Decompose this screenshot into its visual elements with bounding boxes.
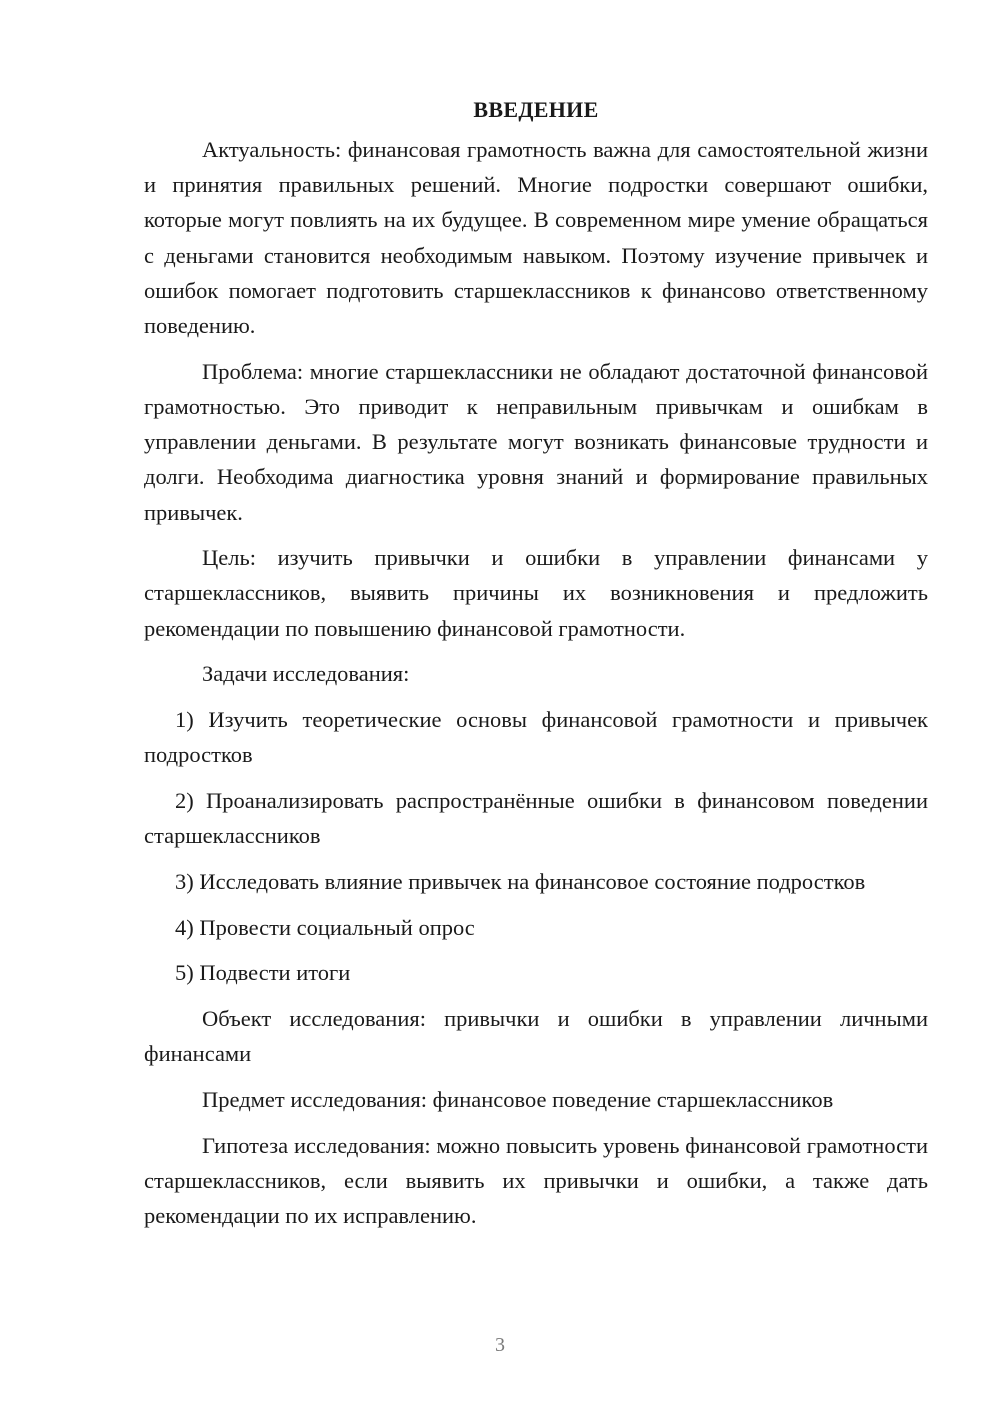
object-paragraph: Объект исследования: привычки и ошибки в управлении личными финансами <box>144 1005 928 1067</box>
subject-paragraph: Предмет исследования: финансовое поведение старшеклассников <box>202 1086 834 1112</box>
page-title: ВВЕДЕНИЕ <box>473 97 599 122</box>
task-item-3: 3) Исследовать влияние привычек на финансовое состояние подростков <box>175 868 866 894</box>
page-number: 3 <box>495 1334 505 1356</box>
task-item-1: 1) Изучить теоретические основы финансовой грамотности и привычек подростков <box>144 707 928 768</box>
task-item-2: 2) Проанализировать распространённые ошибки в финансовом поведении старшеклассников <box>144 787 928 849</box>
task-item-4: 4) Провести социальный опрос <box>175 914 475 940</box>
problem-paragraph: Проблема: многие старшеклассники не обладают достаточной финансовой грамотностью. Это приводит к неправильным привычкам и ошибкам в управлении деньгами. В результате могут возникать финансовые трудности и долги. Необходима диагностика уровня знаний и формирование правильных привычек. <box>144 358 928 525</box>
document-page <box>144 92 928 1244</box>
hypothesis-paragraph: Гипотеза исследования: можно повысить уровень финансовой грамотности старшеклассников, если выявить их привычки и ошибки, а также дать рекомендации по их исправлению. <box>144 1132 928 1228</box>
goal-paragraph: Цель: изучить привычки и ошибки в управлении финансами у старшеклассников, выявить причины их возникновения и предложить рекомендации по повышению финансовой грамотности. <box>144 545 928 641</box>
tasks-heading: Задачи исследования: <box>202 661 410 687</box>
task-item-5: 5) Подвести итоги <box>175 960 351 986</box>
relevance-paragraph: Актуальность: финансовая грамотность важна для самостоятельной жизни и принятия правильных решений. Многие подростки совершают ошибки, которые могут повлиять на их будущее. В современном мире умение обращаться с деньгами становится необходимым навыком. Поэтому изучение привычек и ошибок помогает подготовить старшеклассников к финансово ответственному поведению. <box>144 137 928 339</box>
